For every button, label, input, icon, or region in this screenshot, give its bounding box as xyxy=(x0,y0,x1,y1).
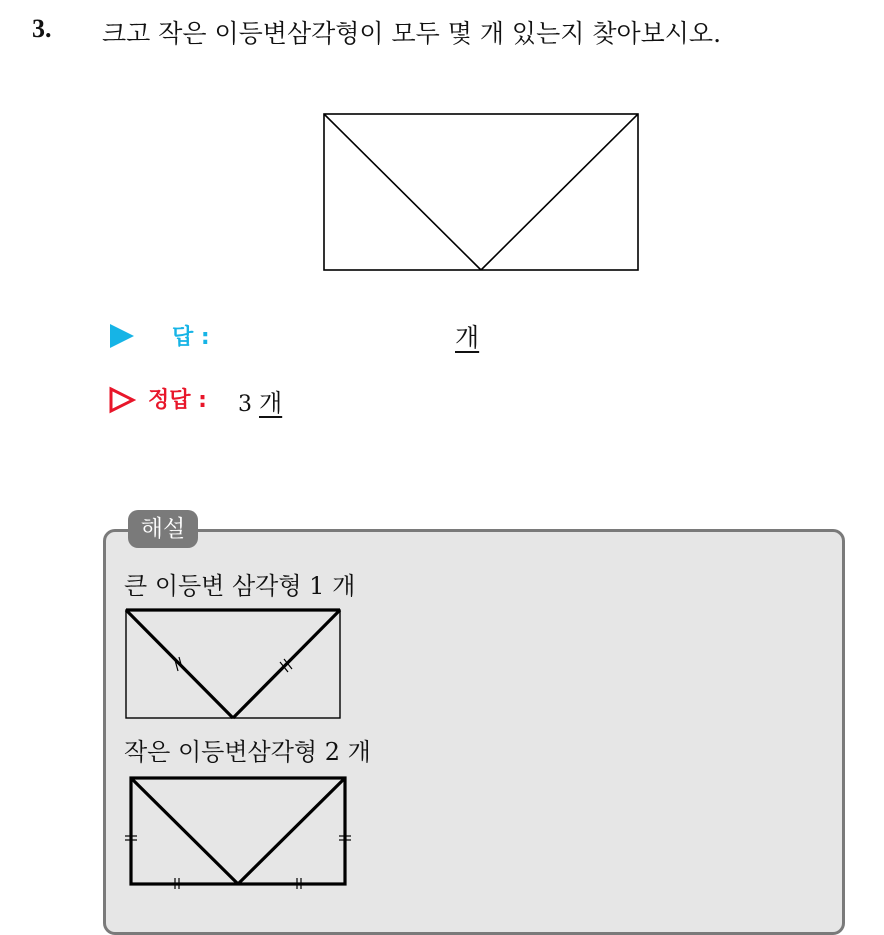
question-number: 3. xyxy=(32,14,52,43)
correct-answer-label: 정답 : xyxy=(148,388,207,413)
explanation-line-large: 큰 이등변 삼각형 1 개 xyxy=(124,572,356,600)
correct-answer xyxy=(238,383,282,418)
rectangle-triangle-figure xyxy=(320,110,644,278)
answer-unit: 개 xyxy=(455,323,480,352)
large-isosceles-figure xyxy=(124,608,346,722)
correct-answer-row xyxy=(108,382,508,418)
question-text: 크고 작은 이등변삼각형이 모두 몇 개 있는지 찾아보시오. xyxy=(102,19,722,48)
correct-answer-value: 3 xyxy=(238,392,252,417)
small-isosceles-figure xyxy=(124,775,352,889)
answer-row xyxy=(108,318,508,354)
correct-answer-unit: 개 xyxy=(259,389,283,417)
answer-label: 답 : xyxy=(172,325,210,350)
outline-triangle-icon xyxy=(108,386,136,414)
explanation-line-small: 작은 이등변삼각형 2 개 xyxy=(124,738,371,766)
explanation-tag: 해설 xyxy=(128,510,198,548)
filled-triangle-icon xyxy=(108,322,136,350)
